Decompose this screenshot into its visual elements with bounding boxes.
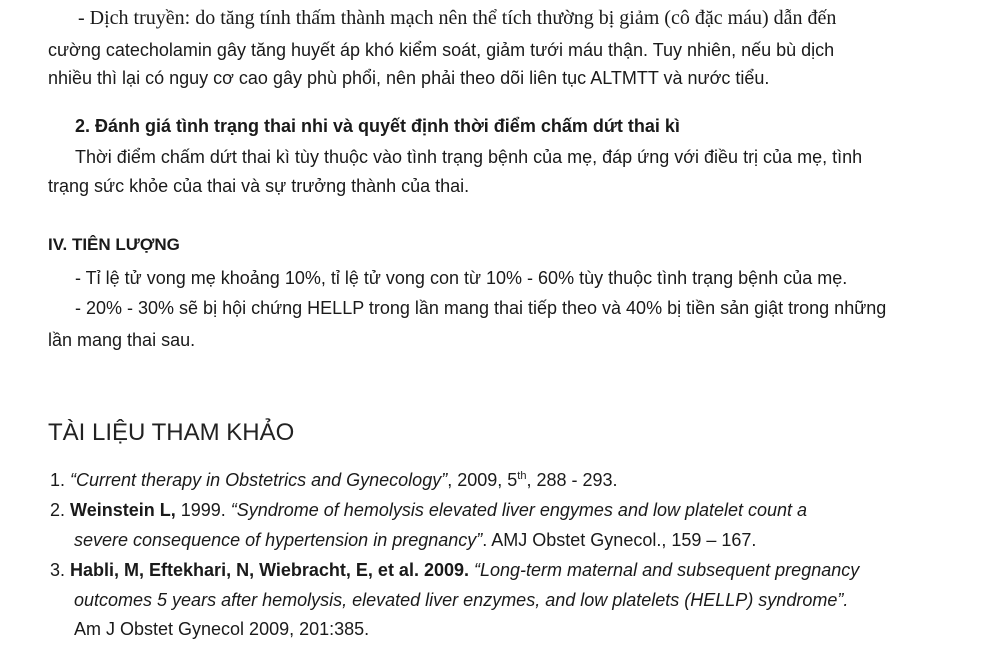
reference-title: “Long-term maternal and subsequent pregnancy (469, 560, 860, 580)
text-line: nhiều thì lại có nguy cơ cao gây phù phổi, nên phải theo dõi liên tục ALTMTT và nước tiểu. (48, 68, 770, 88)
reference-title: severe consequence of hypertension in pregnancy” (74, 530, 483, 550)
section-heading: 2. Đánh giá tình trạng thai nhi và quyết định thời điểm chấm dứt thai kì (75, 116, 680, 136)
text-line: lần mang thai sau. (48, 330, 196, 350)
reference-authors: Habli, M, Eftekhari, N, Wiebracht, E, et al. 2009. (70, 560, 469, 580)
reference-item-3-cont: Am J Obstet Gynecol 2009, 201:385. (74, 619, 370, 639)
reference-number: 2. (50, 500, 66, 520)
reference-item-2-cont (74, 528, 756, 552)
reference-superscript: th (517, 470, 527, 482)
reference-item-2 (50, 498, 807, 522)
reference-number: 1. (50, 470, 66, 490)
reference-title: “Syndrome of hemolysis elevated liver engymes and low platelet count a (230, 500, 808, 520)
text-line: trạng sức khỏe của thai và sự trưởng thành của thai. (48, 176, 470, 196)
reference-title: “Current therapy in Obstetrics and Gynecology” (70, 470, 448, 490)
reference-item-3-cont: outcomes 5 years after hemolysis, elevated liver enzymes, and low platelets (HELLP) syndrome”. (74, 590, 849, 610)
reference-pages: , 288 - 293. (526, 470, 618, 490)
text-line: - Dịch truyền: do tăng tính thấm thành mạch nên thể tích thường bị giảm (cô đặc máu) dẫn đến (78, 7, 837, 29)
reference-number: 3. (50, 560, 66, 580)
reference-details: , 2009, 5 (447, 470, 518, 490)
bullet-item: - 20% - 30% sẽ bị hội chứng HELLP trong lần mang thai tiếp theo và 40% bị tiền sản giật trong những (75, 298, 887, 318)
reference-details: . AMJ Obstet Gynecol., 159 – 167. (482, 530, 757, 550)
references-heading: TÀI LIỆU THAM KHẢO (48, 419, 295, 446)
text-line: cường catecholamin gây tăng huyết áp khó kiểm soát, giảm tưới máu thận. Tuy nhiên, nếu bù dịch (48, 40, 835, 60)
reference-item-3 (50, 558, 859, 582)
reference-year: 1999. (175, 500, 231, 520)
bullet-item: - Tỉ lệ tử vong mẹ khoảng 10%, tỉ lệ tử vong con từ 10% - 60% tùy thuộc tình trạng bệnh của mẹ. (75, 268, 848, 288)
reference-author: Weinstein L, (70, 500, 176, 520)
section-heading: IV. TIÊN LƯỢNG (48, 235, 180, 254)
text-line: Thời điểm chấm dứt thai kì tùy thuộc vào tình trạng bệnh của mẹ, đáp ứng với điều trị của mẹ, tình (75, 147, 863, 167)
reference-item-1 (50, 468, 618, 492)
